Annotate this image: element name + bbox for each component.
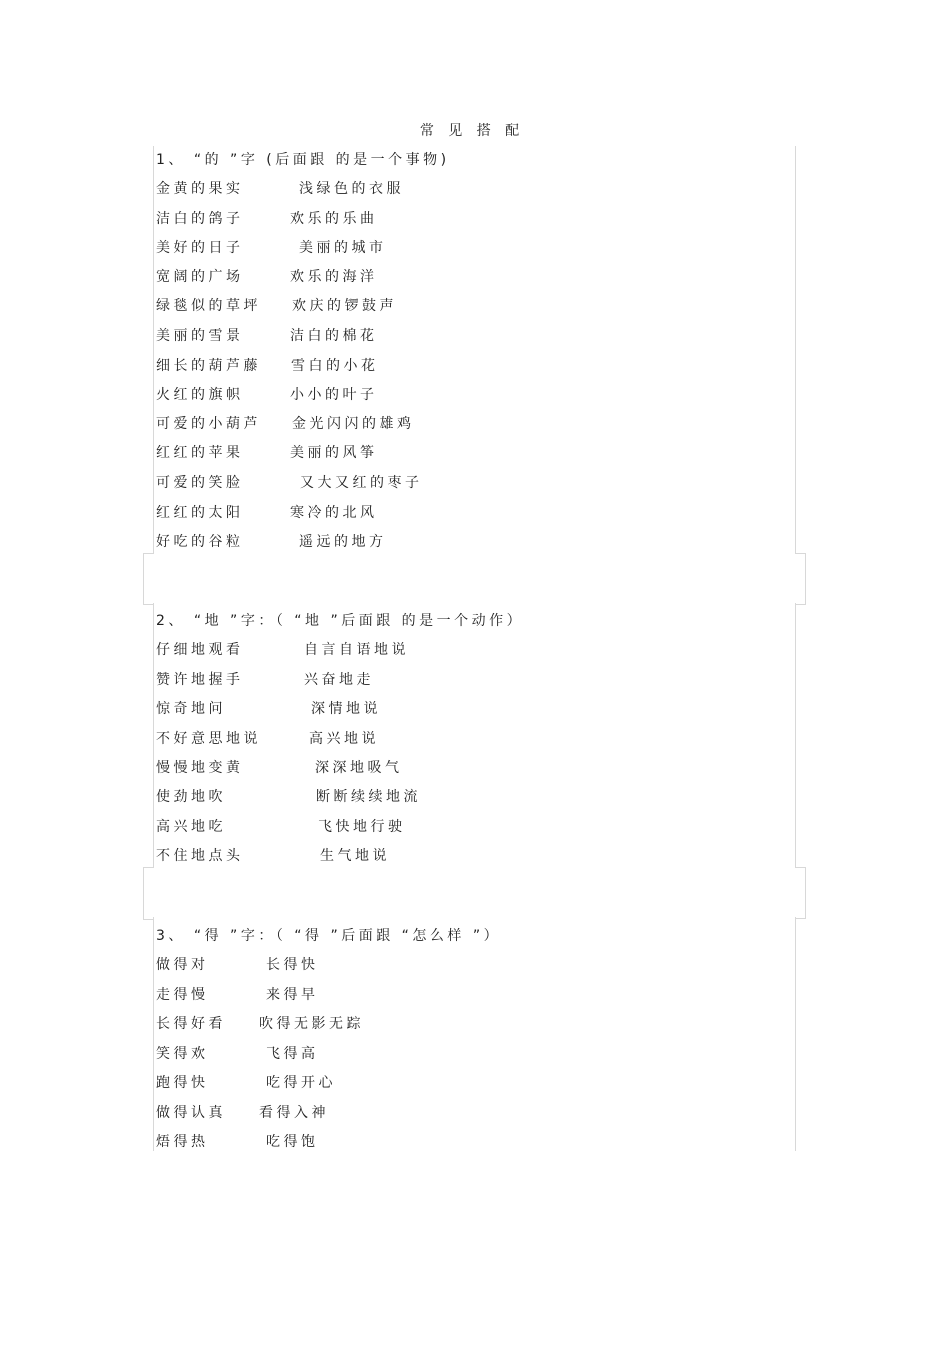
list-item: 来得早 [266, 987, 319, 1003]
section3-heading: 3、 “得 ”字：（ “得 ”后面跟 “怎么样 ”） [156, 928, 502, 944]
list-item: 自言自语地说 [304, 642, 409, 658]
list-item: 遥远的地方 [299, 534, 387, 550]
list-item: 不好意思地说 [156, 731, 261, 747]
list-item: 长得快 [266, 957, 319, 973]
section2-heading: 2、 “地 ”字：（ “地 ”后面跟 的是一个动作） [156, 613, 525, 629]
list-item: 欢庆的锣鼓声 [292, 298, 397, 314]
list-item: 吃得饱 [266, 1134, 319, 1150]
list-item: 可爱的笑脸 [156, 475, 244, 491]
list-item: 可爱的小葫芦 [156, 416, 261, 432]
list-item: 又大又红的枣子 [300, 475, 423, 491]
list-item: 笑得欢 [156, 1046, 209, 1062]
list-item: 慢慢地变黄 [156, 760, 244, 776]
list-item: 飞得高 [266, 1046, 319, 1062]
list-item: 欢乐的乐曲 [290, 211, 378, 227]
list-item: 吃得开心 [266, 1075, 336, 1091]
list-item: 生气地说 [320, 848, 390, 864]
section1-heading: 1、 “的 ”字 (后面跟 的是一个事物) [156, 152, 450, 168]
list-item: 看得入神 [259, 1105, 329, 1121]
list-item: 美好的日子 [156, 240, 244, 256]
table-frame-top [153, 146, 796, 554]
list-item: 使劲地吹 [156, 789, 226, 805]
list-item: 赞许地握手 [156, 672, 244, 688]
list-item: 金黄的果实 [156, 181, 244, 197]
list-item: 深深地吸气 [315, 760, 403, 776]
list-item: 洁白的棉花 [290, 328, 378, 344]
list-item: 绿毯似的草坪 [156, 298, 261, 314]
list-item: 细长的葫芦藤 [156, 358, 261, 374]
list-item: 好吃的谷粒 [156, 534, 244, 550]
list-item: 寒冷的北风 [290, 505, 378, 521]
list-item: 做得认真 [156, 1105, 226, 1121]
list-item: 兴奋地走 [304, 672, 374, 688]
frame-right-tab [795, 553, 806, 605]
list-item: 宽阔的广场 [156, 269, 244, 285]
list-item: 高兴地说 [309, 731, 379, 747]
list-item: 高兴地吃 [156, 819, 226, 835]
list-item: 断断续续地流 [316, 789, 421, 805]
list-item: 走得慢 [156, 987, 209, 1003]
list-item: 洁白的鸽子 [156, 211, 244, 227]
list-item: 红红的苹果 [156, 445, 244, 461]
list-item: 浅绿色的衣服 [299, 181, 404, 197]
list-item: 长得好看 [156, 1016, 226, 1032]
list-item: 美丽的雪景 [156, 328, 244, 344]
list-item: 吹得无影无踪 [259, 1016, 364, 1032]
list-item: 欢乐的海洋 [290, 269, 378, 285]
list-item: 火红的旗帜 [156, 387, 244, 403]
frame-left-tab [143, 553, 154, 605]
list-item: 跑得快 [156, 1075, 209, 1091]
list-item: 金光闪闪的雄鸡 [292, 416, 415, 432]
frame-left-tab [143, 867, 154, 920]
page-title: 常 见 搭 配 [419, 123, 525, 139]
list-item: 美丽的城市 [299, 240, 387, 256]
list-item: 红红的太阳 [156, 505, 244, 521]
list-item: 美丽的风筝 [290, 445, 378, 461]
list-item: 不住地点头 [156, 848, 244, 864]
list-item: 雪白的小花 [291, 358, 379, 374]
list-item: 飞快地行驶 [318, 819, 406, 835]
list-item: 小小的叶子 [290, 387, 378, 403]
list-item: 仔细地观看 [156, 642, 244, 658]
table-frame-bottom [153, 917, 796, 1151]
list-item: 深情地说 [311, 701, 381, 717]
frame-right-tab [795, 867, 806, 919]
list-item: 惊奇地问 [156, 701, 226, 717]
list-item: 焐得热 [156, 1134, 209, 1150]
list-item: 做得对 [156, 957, 209, 973]
